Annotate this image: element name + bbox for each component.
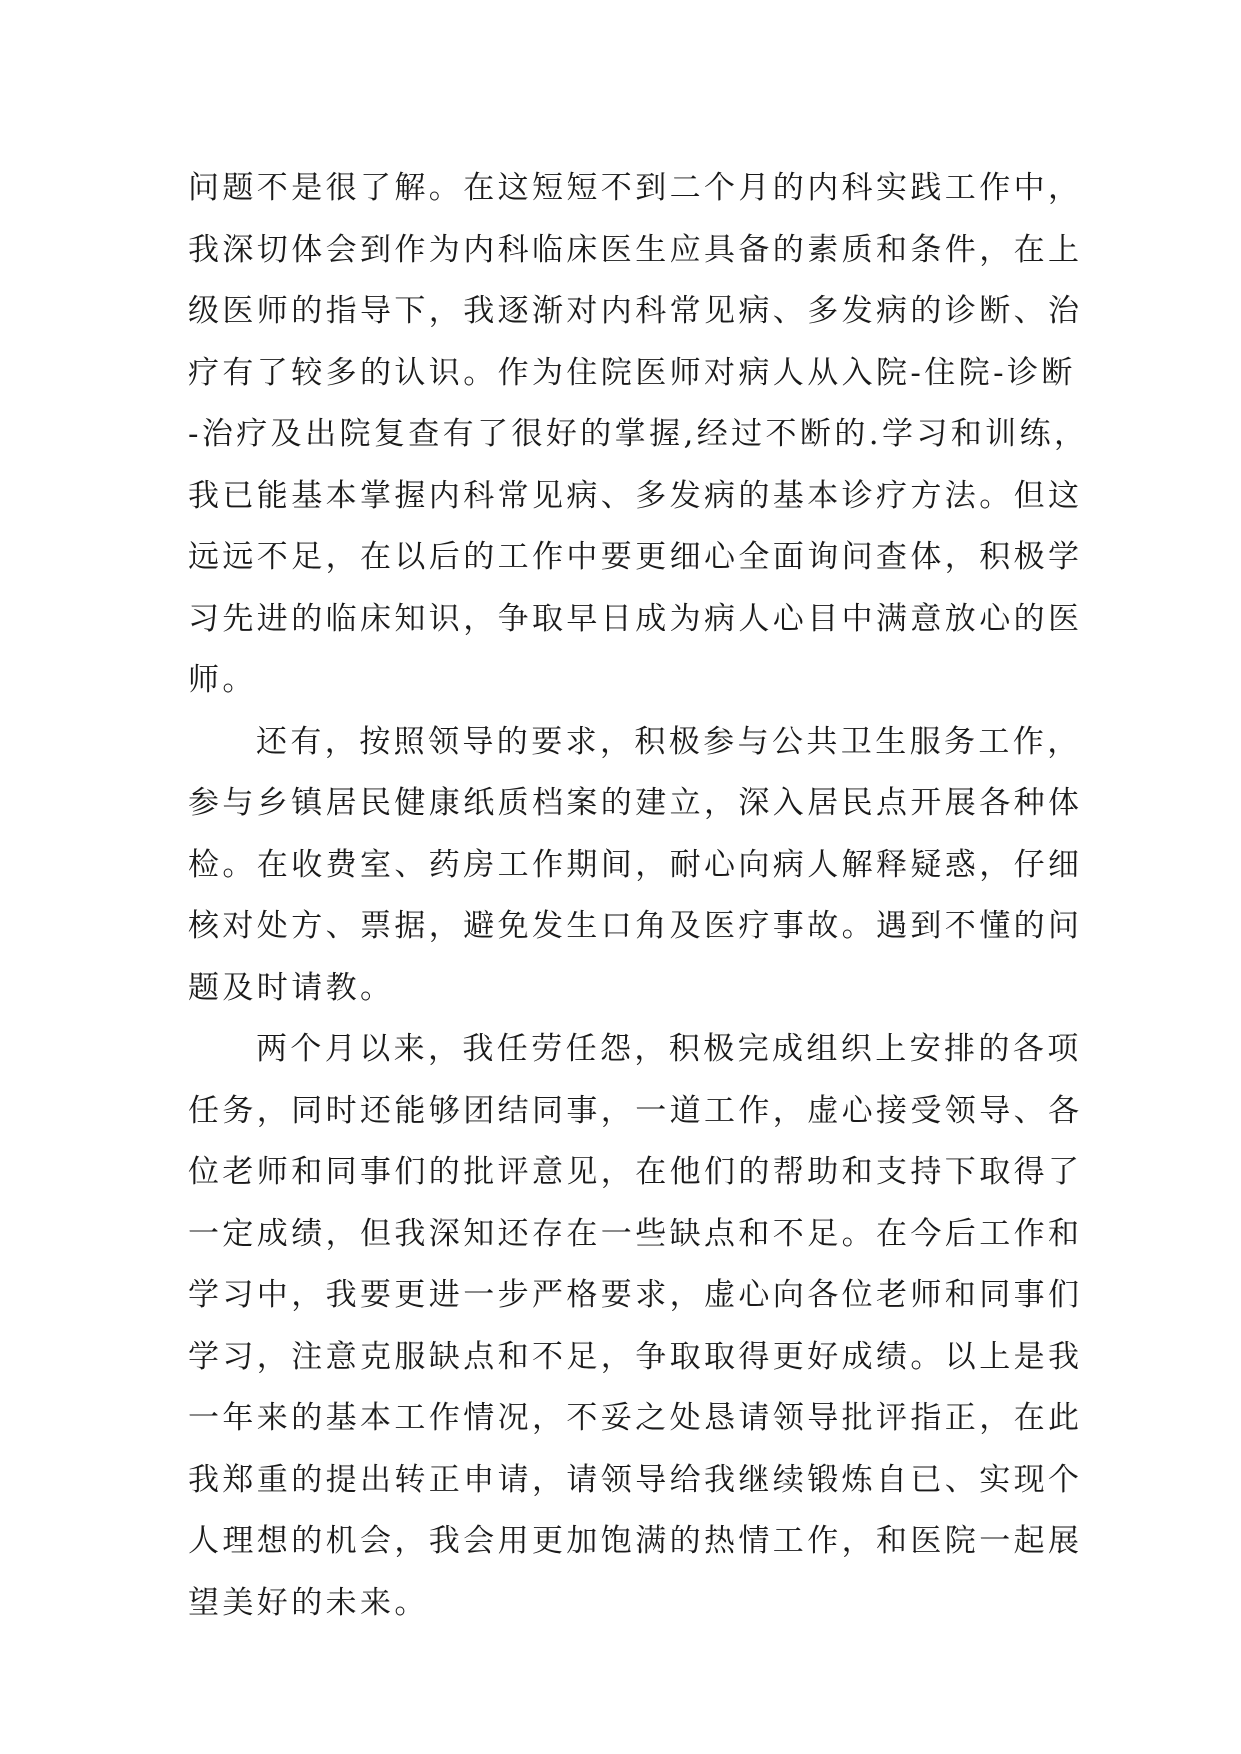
document-body [188,158,1089,1634]
text-line: 一定成绩，但我深知还存在一些缺点和不足。在今后工作和 [188,1215,1083,1252]
text-line: 任务，同时还能够团结同事，一道工作，虚心接受领导、各 [188,1092,1083,1129]
text-line: 人理想的机会，我会用更加饱满的热情工作，和医院一起展 [188,1523,1083,1559]
text-line: 检。在收费室、药房工作期间，耐心向病人解释疑惑，仔细 [188,846,1083,883]
text-line: 参与乡镇居民健康纸质档案的建立，深入居民点开展各种体 [188,785,1083,821]
text-line: 我已能基本掌握内科常见病、多发病的基本诊疗方法。但这 [188,477,1083,514]
text-line: 远远不足，在以后的工作中要更细心全面询问查体，积极学 [188,539,1083,575]
text-line: 望美好的未来。 [188,1584,429,1621]
paragraph [188,1019,1083,1634]
text-line: 我郑重的提出转正申请，请领导给我继续锻炼自已、实现个 [188,1461,1083,1498]
text-line: 习先进的临床知识，争取早日成为病人心目中满意放心的医 [188,600,1083,637]
paragraph [188,158,1089,712]
text-line: 还有，按照领导的要求，积极参与公共卫生服务工作， [256,723,1082,760]
text-line: 学习，注意克服缺点和不足，争取取得更好成绩。以上是我 [188,1338,1083,1375]
text-line: 级医师的指导下，我逐渐对内科常见病、多发病的诊断、治 [188,293,1083,329]
text-line: 一年来的基本工作情况，不妥之处恳请领导批评指正，在此 [188,1400,1083,1436]
text-line: 两个月以来，我任劳任怨，积极完成组织上安排的各项 [256,1031,1082,1067]
text-line: 题及时请教。 [188,969,395,1006]
text-line: 问题不是很了解。在这短短不到二个月的内科实践工作中， [188,170,1083,206]
text-line: 学习中，我要更进一步严格要求，虚心向各位老师和同事们 [188,1277,1083,1313]
text-line: 我深切体会到作为内科临床医生应具备的素质和条件，在上 [188,231,1083,268]
text-line: -治疗及出院复查有了很好的掌握,经过不断的.学习和训练， [188,416,1089,452]
paragraph [188,712,1083,1020]
text-line: 核对处方、票据，避免发生口角及医疗事故。遇到不懂的问 [188,908,1083,944]
text-line: 疗有了较多的认识。作为住院医师对病人从入院-住院-诊断 [188,354,1076,391]
text-line: 位老师和同事们的批评意见，在他们的帮助和支持下取得了 [188,1154,1083,1190]
text-line: 师。 [188,662,257,698]
